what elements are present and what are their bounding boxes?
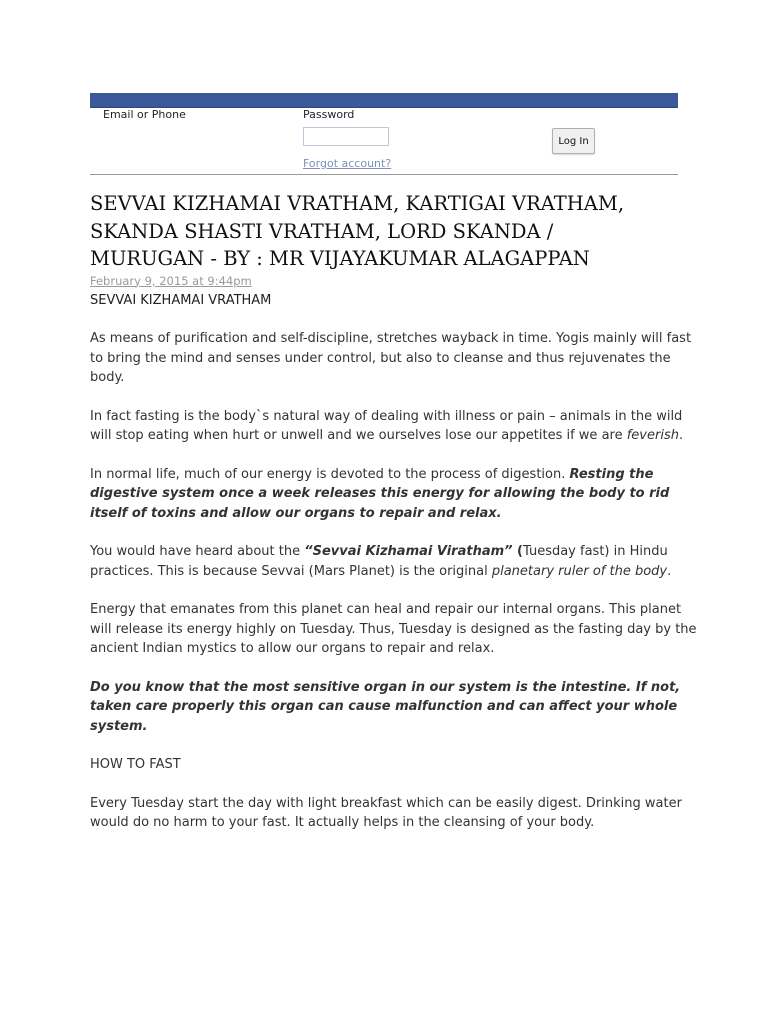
how-to-fast-heading: HOW TO FAST <box>90 757 181 772</box>
article-title: SEVVAI KIZHAMAI VRATHAM, KARTIGAI VRATHAM, SKANDA SHASTI VRATHAM, LORD SKANDA / MURUGAN - BY : MR VIJAYAKUMAR ALAGAPPAN <box>90 192 625 270</box>
paragraph-4-text-2: Tuesday fast) in Hindu practices. This is because Sevvai (Mars Planet) is the original <box>90 544 668 579</box>
paragraph-4-end: . <box>667 563 672 579</box>
facebook-header-bar <box>90 93 678 108</box>
login-button[interactable]: Log In <box>552 128 595 154</box>
login-form <box>90 108 678 175</box>
paragraph-1: As means of purification and self-discipline, stretches wayback in time. Yogis mainly will fast to bring the mind and senses under control, but also to cleanse and thus rejuvenates the body. <box>90 331 692 385</box>
paragraph-2-italic: feverish <box>626 428 679 443</box>
paragraph-4 <box>90 542 706 581</box>
paragraph-3-emphasis: Resting the digestive system once a week releases this energy for allowing the body to rid itself of toxins and allow our organs to repair and relax. <box>90 466 670 521</box>
paragraph-4-emphasis: “Sevvai Kizhamai Viratham” <box>304 544 513 559</box>
paragraph-4-paren: ( <box>512 544 523 559</box>
paragraph-6: Do you know that the most sensitive organ in our system is the intestine. If not, taken care properly this organ can cause malfunction and can affect your whole system. <box>90 679 681 734</box>
password-input[interactable] <box>303 127 389 146</box>
paragraph-2-end: . <box>678 428 684 443</box>
article <box>90 190 706 833</box>
paragraph-2 <box>90 407 706 446</box>
article-subheading: SEVVAI KIZHAMAI VRATHAM <box>90 292 272 308</box>
post-date-link[interactable]: February 9, 2015 at 9:44pm <box>90 273 252 288</box>
paragraph-5: Energy that emanates from this planet can heal and repair our internal organs. This planet will release its energy highly on Tuesday. Thus, Tuesday is designed as the fasting day by the ancient Indian mystics to allow our organs to repair and relax. <box>90 602 697 656</box>
paragraph-2-text: In fact fasting is the body`s natural way of dealing with illness or pain – animals in the wild will stop eating when hurt or unwell and we ourselves lose our appetites if we are <box>90 408 683 443</box>
paragraph-3-text: In normal life, much of our energy is devoted to the process of digestion. <box>90 466 570 482</box>
paragraph-4-text: You would have heard about the <box>90 544 305 559</box>
password-label: Password <box>303 108 355 121</box>
forgot-account-link[interactable]: Forgot account? <box>303 157 392 170</box>
paragraph-3 <box>90 465 706 524</box>
email-label: Email or Phone <box>103 108 186 121</box>
paragraph-8: Every Tuesday start the day with light breakfast which can be easily digest. Drinking water would do no harm to your fast. It actually helps in the cleansing of your body. <box>90 795 682 830</box>
paragraph-4-italic: planetary ruler of the body <box>491 563 668 579</box>
